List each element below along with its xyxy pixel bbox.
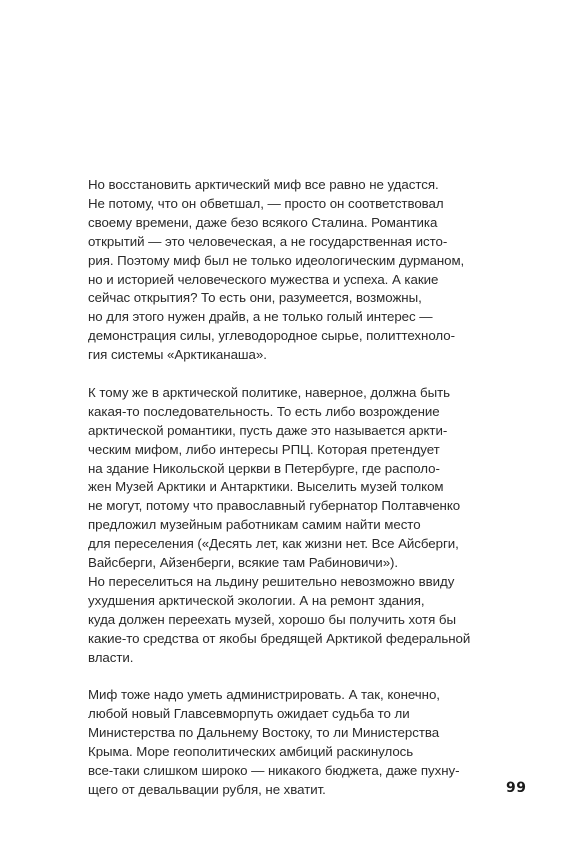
text-line: жен Музей Арктики и Антарктики. Выселить музей толком	[88, 479, 444, 495]
text-line: какие-то средства от якобы бредящей Арктикой федеральной	[88, 630, 471, 646]
paragraph-3	[88, 686, 488, 799]
text-line: но и историей человеческого мужества и успеха. А какие	[88, 271, 439, 287]
text-line: для переселения («Десять лет, как жизни нет. Все Айсберги,	[88, 536, 459, 552]
text-line: предложил музейным работникам самим найти место	[88, 517, 421, 533]
text-line: демонстрация силы, углеводородное сырье, политтехноло-	[88, 328, 455, 344]
text-line: не могут, потому что православный губернатор Полтавченко	[88, 498, 461, 514]
text-line: на здание Никольской церкви в Петербурге, где располо-	[88, 460, 440, 476]
text-line: все-таки слишком широко — никакого бюджета, даже пухну-	[88, 763, 460, 779]
page-number: 99	[506, 780, 527, 796]
text-line: Но переселиться на льдину решительно невозможно ввиду	[88, 574, 455, 590]
paragraph-gap	[88, 365, 488, 384]
text-line: ческим мифом, либо интересы РПЦ. Которая претендует	[88, 441, 440, 457]
text-line: какая-то последовательность. То есть либо возрождение	[88, 403, 440, 419]
text-line: открытий — это человеческая, а не государственная исто-	[88, 233, 448, 249]
body-text	[88, 176, 488, 800]
text-line: Крыма. Море геополитических амбиций раскинулось	[88, 744, 414, 760]
text-line: Миф тоже надо уметь администрировать. А так, конечно,	[88, 687, 440, 703]
paragraph-2	[88, 384, 488, 668]
text-line: К тому же в арктической политике, наверное, должна быть	[88, 384, 450, 400]
text-line: Министерства по Дальнему Востоку, то ли Министерства	[88, 725, 440, 741]
text-line: арктической романтики, пусть даже это называется аркти-	[88, 422, 448, 438]
text-line: ухудшения арктической экологии. А на ремонт здания,	[88, 592, 425, 608]
paragraph-gap	[88, 668, 488, 687]
text-line: щего от девальвации рубля, не хватит.	[88, 781, 326, 797]
paragraph-1	[88, 176, 488, 365]
text-line: Но восстановить арктический миф все равно не удастся.	[88, 177, 439, 192]
text-line: сейчас открытия? То есть они, разумеется, возможны,	[88, 290, 422, 306]
text-line: рия. Поэтому миф был не только идеологическим дурманом,	[88, 252, 465, 268]
text-line: своему времени, даже безо всякого Сталина. Романтика	[88, 214, 438, 230]
text-line: куда должен переехать музей, хорошо бы получить хотя бы	[88, 611, 456, 627]
text-line: Не потому, что он обветшал, — просто он соответствовал	[88, 195, 444, 211]
text-line: гия системы «Арктиканаша».	[88, 347, 267, 363]
text-line: Вайсберги, Айзенберги, всякие там Рабиновичи»).	[88, 555, 399, 571]
text-line: любой новый Главсевморпуть ожидает судьба то ли	[88, 706, 410, 722]
text-line: но для этого нужен драйв, а не только голый интерес —	[88, 309, 433, 325]
text-line: власти.	[88, 649, 134, 665]
